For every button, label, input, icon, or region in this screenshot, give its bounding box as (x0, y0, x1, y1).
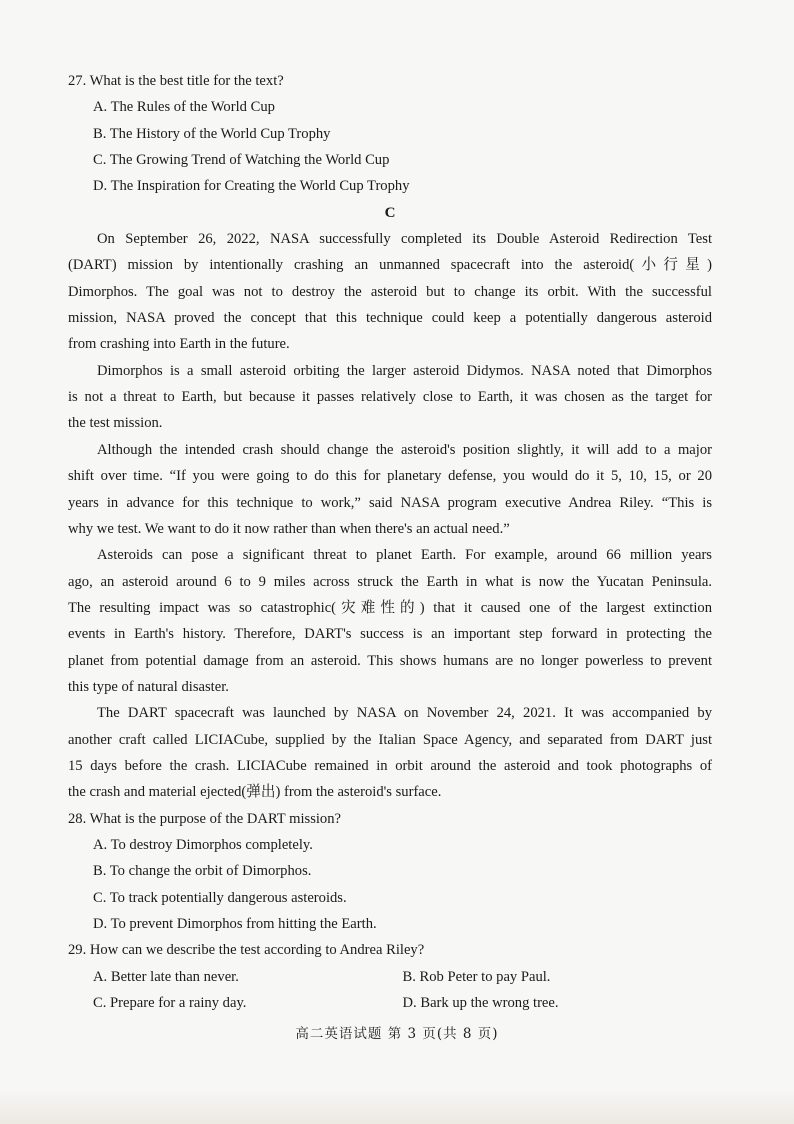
question-28: 28. What is the purpose of the DART mission? (68, 810, 341, 827)
section-heading: C (384, 204, 396, 221)
passage-line: Asteroids can pose a significant threat to planet Earth. For example, around 66 million years (97, 547, 712, 564)
passage (68, 226, 712, 806)
q28-option-a: A. To destroy Dimorphos completely. (93, 836, 313, 853)
question-27: 27. What is the best title for the text? (68, 73, 284, 89)
passage-line: from crashing into Earth in the future. (68, 336, 290, 353)
passage-line: On September 26, 2022, NASA successfully completed its Double Asteroid Redirection Test (97, 231, 712, 248)
q28-option-d: D. To prevent Dimorphos from hitting the Earth. (93, 916, 377, 932)
passage-line: the test mission. (68, 415, 163, 432)
passage-line: 15 days before the crash. LICIACube remained in orbit around the asteroid and took photographs of (68, 757, 712, 774)
passage-line: why we test. We want to do it now rather than when there's an actual need.” (68, 520, 510, 537)
passage-line: another craft called LICIACube, supplied by the Italian Space Agency, and separated from DART just (68, 731, 712, 748)
q27-option-c: C. The Growing Trend of Watching the World Cup (93, 152, 390, 169)
passage-line: Although the intended crash should change the asteroid's position slightly, it will add to a major (97, 441, 712, 458)
q27-option-d: D. The Inspiration for Creating the World Cup Trophy (93, 178, 410, 195)
passage-line: (DART) mission by intentionally crashing an unmanned spacecraft into the asteroid(小行星) (68, 257, 712, 274)
q29-option-d: D. Bark up the wrong tree. (402, 995, 559, 1012)
q28-option-b: B. To change the orbit of Dimorphos. (93, 863, 312, 880)
passage-line: The resulting impact was so catastrophic(灾难性的) that it caused one of the largest extinction (68, 599, 712, 616)
passage-line: ago, an asteroid around 6 to 9 miles across struck the Earth in what is now the Yucatan Peninsula. (68, 573, 712, 590)
passage-line: the crash and material ejected(弹出) from the asteroid's surface. (68, 784, 442, 801)
passage-line: shift over time. “If you were going to do this for planetary defense, you would do it 5, 10, 15, or 20 (68, 468, 712, 485)
question-29: 29. How can we describe the test according to Andrea Riley? (68, 942, 425, 959)
passage-line: Dimorphos. The goal was not to destroy the asteroid but to change its orbit. With the successful (68, 283, 712, 300)
q28-option-c: C. To track potentially dangerous asteroids. (93, 889, 347, 906)
q29-option-b: B. Rob Peter to pay Paul. (402, 968, 551, 985)
passage-line: mission, NASA proved the concept that this technique could keep a potentially dangerous asteroid (68, 310, 712, 327)
q27-option-a: A. The Rules of the World Cup (93, 99, 275, 116)
passage-line: is not a threat to Earth, but because it passes relatively close to Earth, it was chosen as the target for (68, 389, 712, 406)
q29-options-row-2 (68, 990, 712, 1016)
exam-page (68, 68, 712, 1016)
passage-line: events in Earth's history. Therefore, DART's success is an important step forward in protecting the (68, 626, 712, 643)
q29-option-c: C. Prepare for a rainy day. (93, 995, 247, 1012)
passage-line: this type of natural disaster. (68, 678, 229, 695)
page-footer: 高二英语试题 第 3 页(共 8 页) (295, 1026, 499, 1042)
passage-line: The DART spacecraft was launched by NASA on November 24, 2021. It was accompanied by (97, 705, 712, 722)
scan-edge (0, 1088, 794, 1124)
q29-options-row-1 (68, 964, 712, 990)
passage-line: years in advance for this technique to work,” said NASA program executive Andrea Riley. “This is (68, 494, 712, 511)
passage-line: planet from potential damage from an asteroid. This shows humans are no longer powerless to prevent (68, 652, 712, 669)
q27-option-b: B. The History of the World Cup Trophy (93, 125, 331, 142)
q29-option-a: A. Better late than never. (93, 968, 239, 985)
passage-line: Dimorphos is a small asteroid orbiting the larger asteroid Didymos. NASA noted that Dimorphos (97, 362, 712, 379)
